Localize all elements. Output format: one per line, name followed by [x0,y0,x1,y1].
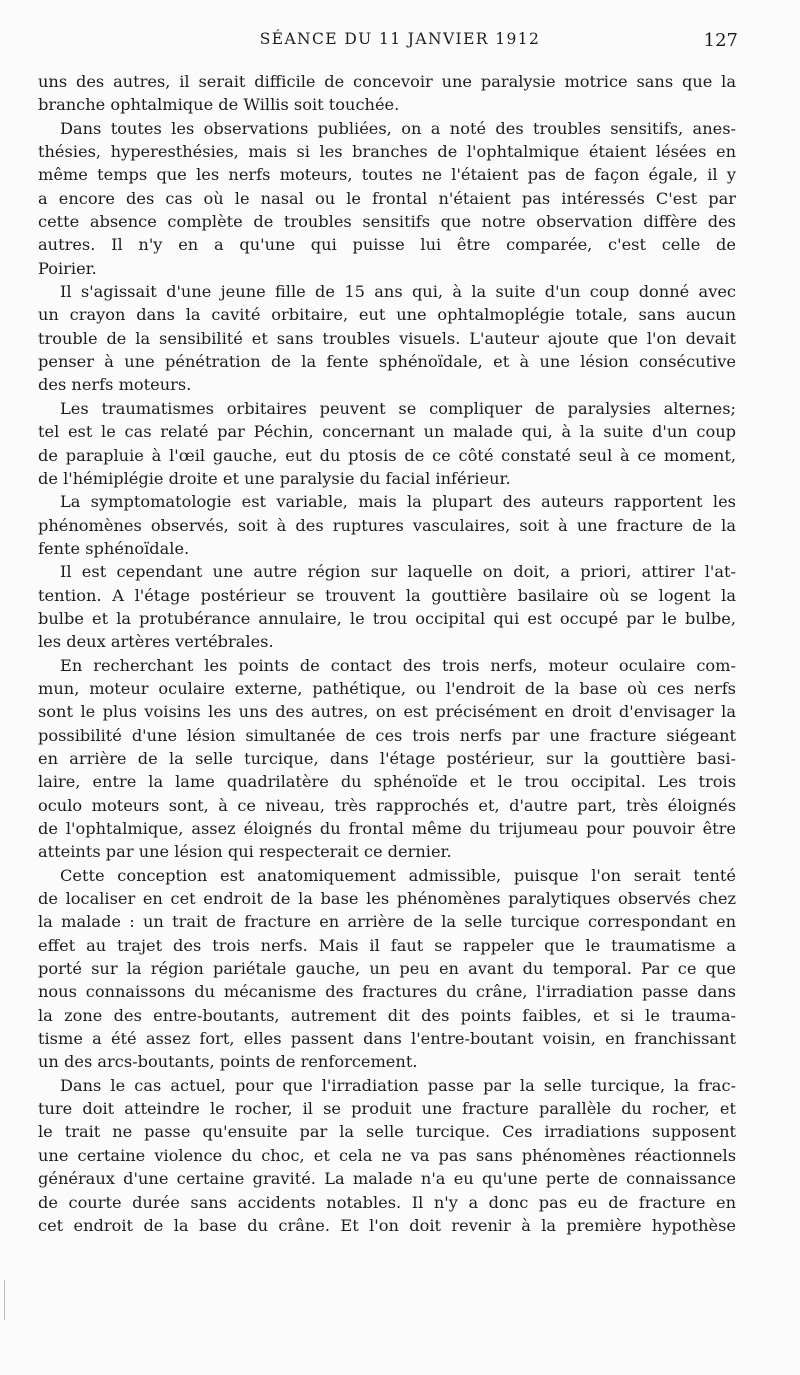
text-line: de courte durée sans accidents notables. Il n'y a donc pas eu de fracture en [38,1192,736,1212]
text-line: en arrière de la selle turcique, dans l'étage postérieur, sur la gouttière basi- [38,748,736,768]
paragraph [38,70,736,117]
text-line: la zone des entre-boutants, autrement dit des points faibles, et si le trauma- [38,1005,736,1025]
text-line: thésies, hyperesthésies, mais si les branches de l'ophtalmique étaient lésées en [38,142,736,162]
text-line: En recherchant les points de contact des trois nerfs, moteur oculaire com- [60,655,736,675]
text-line: nous connaissons du mécanisme des fractures du crâne, l'irradiation passe dans [38,982,736,1002]
text-line: généraux d'une certaine gravité. La malade n'a eu qu'une perte de connaissance [38,1169,736,1189]
paragraph [38,1074,736,1237]
text-line: trouble de la sensibilité et sans troubles visuels. L'auteur ajoute que l'on devait [38,328,736,348]
text-line: ture doit atteindre le rocher, il se produit une fracture parallèle du rocher, et [38,1099,736,1119]
text-line: Poirier. [38,258,97,278]
text-line: La symptomatologie est variable, mais la plupart des auteurs rapportent les [60,492,736,512]
body-text [38,70,736,1237]
text-line: même temps que les nerfs moteurs, toutes ne l'étaient pas de façon égale, il y [38,165,736,185]
text-line: un crayon dans la cavité orbitaire, eut une ophtalmoplégie totale, sans aucun [38,305,736,325]
text-line: des nerfs moteurs. [38,375,192,395]
text-line: Cette conception est anatomiquement admissible, puisque l'on serait tenté [60,865,736,885]
text-line: le trait ne passe qu'ensuite par la selle turcique. Ces irradiations supposent [38,1122,736,1142]
paragraph [38,864,736,1074]
text-line: de parapluie à l'œil gauche, eut du ptosis de ce côté constaté seul à ce moment, [38,445,736,465]
text-line: autres. Il n'y en a qu'une qui puisse lui être comparée, c'est celle de [38,235,736,255]
text-line: Les traumatismes orbitaires peuvent se compliquer de paralysies alternes; [60,398,736,418]
text-line: uns des autres, il serait difficile de concevoir une paralysie motrice sans que la [38,72,736,91]
paragraph [38,490,736,560]
text-line: une certaine violence du choc, et cela ne va pas sans phénomènes réactionnels [38,1145,736,1165]
text-line: phénomènes observés, soit à des ruptures vasculaires, soit à une fracture de la [38,515,736,535]
text-line: cette absence complète de troubles sensitifs que notre observation diffère des [38,212,736,232]
text-line: fente sphénoïdale. [38,538,190,558]
paragraph [38,560,736,653]
text-line: sont le plus voisins les uns des autres, on est précisément en droit d'envisager la [38,702,736,722]
text-line: Il s'agissait d'une jeune fille de 15 ans qui, à la suite d'un coup donné avec [60,282,736,302]
text-line: branche ophtalmique de Willis soit touchée. [38,95,400,115]
paragraph [38,654,736,864]
text-line: effet au trajet des trois nerfs. Mais il faut se rappeler que le traumatisme a [38,935,736,955]
text-line: tel est le cas relaté par Péchin, concernant un malade qui, à la suite d'un coup [38,422,736,442]
text-line: oculo moteurs sont, à ce niveau, très rapprochés et, d'autre part, très éloignés [38,795,736,815]
margin-mark [4,1280,11,1320]
text-line: bulbe et la protubérance annulaire, le trou occipital qui est occupé par le bulbe, [38,608,736,628]
text-line: les deux artères vertébrales. [38,632,274,652]
paragraph [38,280,736,397]
text-line: cet endroit de la base du crâne. Et l'on doit revenir à la première hypothèse [38,1215,736,1235]
text-line: porté sur la région pariétale gauche, un peu en avant du temporal. Par ce que [38,959,736,979]
text-line: possibilité d'une lésion simultanée de ces trois nerfs par une fracture siégeant [38,725,736,745]
paragraph [38,397,736,490]
text-line: de l'ophtalmique, assez éloignés du frontal même du trijumeau pour pouvoir être [38,819,736,838]
paragraph [38,117,736,280]
text-line: tention. A l'étage postérieur se trouvent la gouttière basilaire où se logent la [38,585,736,605]
text-line: mun, moteur oculaire externe, pathétique, ou l'endroit de la base où ces nerfs [38,678,736,698]
text-line: la malade : un trait de fracture en arrière de la selle turcique correspondant en [38,912,736,932]
text-line: Dans le cas actuel, pour que l'irradiation passe par la selle turcique, la frac- [60,1075,736,1095]
text-line: tisme a été assez fort, elles passent dans l'entre-boutant voisin, en franchissant [38,1029,736,1049]
running-title: SÉANCE DU 11 JANVIER 1912 [259,30,541,48]
text-line: de l'hémiplégie droite et une paralysie du facial inférieur. [38,468,511,488]
page-header [0,30,800,56]
text-line: Il est cependant une autre région sur laquelle on doit, a priori, attirer l'at- [60,562,736,582]
text-line: a encore des cas où le nasal ou le frontal n'étaient pas intéressés C'est par [38,188,736,208]
text-line: laire, entre la lame quadrilatère du sphénoïde et le trou occipital. Les trois [38,772,736,792]
text-line: de localiser en cet endroit de la base les phénomènes paralytiques observés chez [38,889,736,909]
text-line: penser à une pénétration de la fente sphénoïdale, et à une lésion consécutive [38,352,736,372]
text-line: un des arcs-boutants, points de renforcement. [38,1052,418,1072]
page-number: 127 [703,30,738,51]
text-line: Dans toutes les observations publiées, on a noté des troubles sensitifs, anes- [60,118,736,138]
text-line: atteints par une lésion qui respecterait ce dernier. [38,842,452,862]
